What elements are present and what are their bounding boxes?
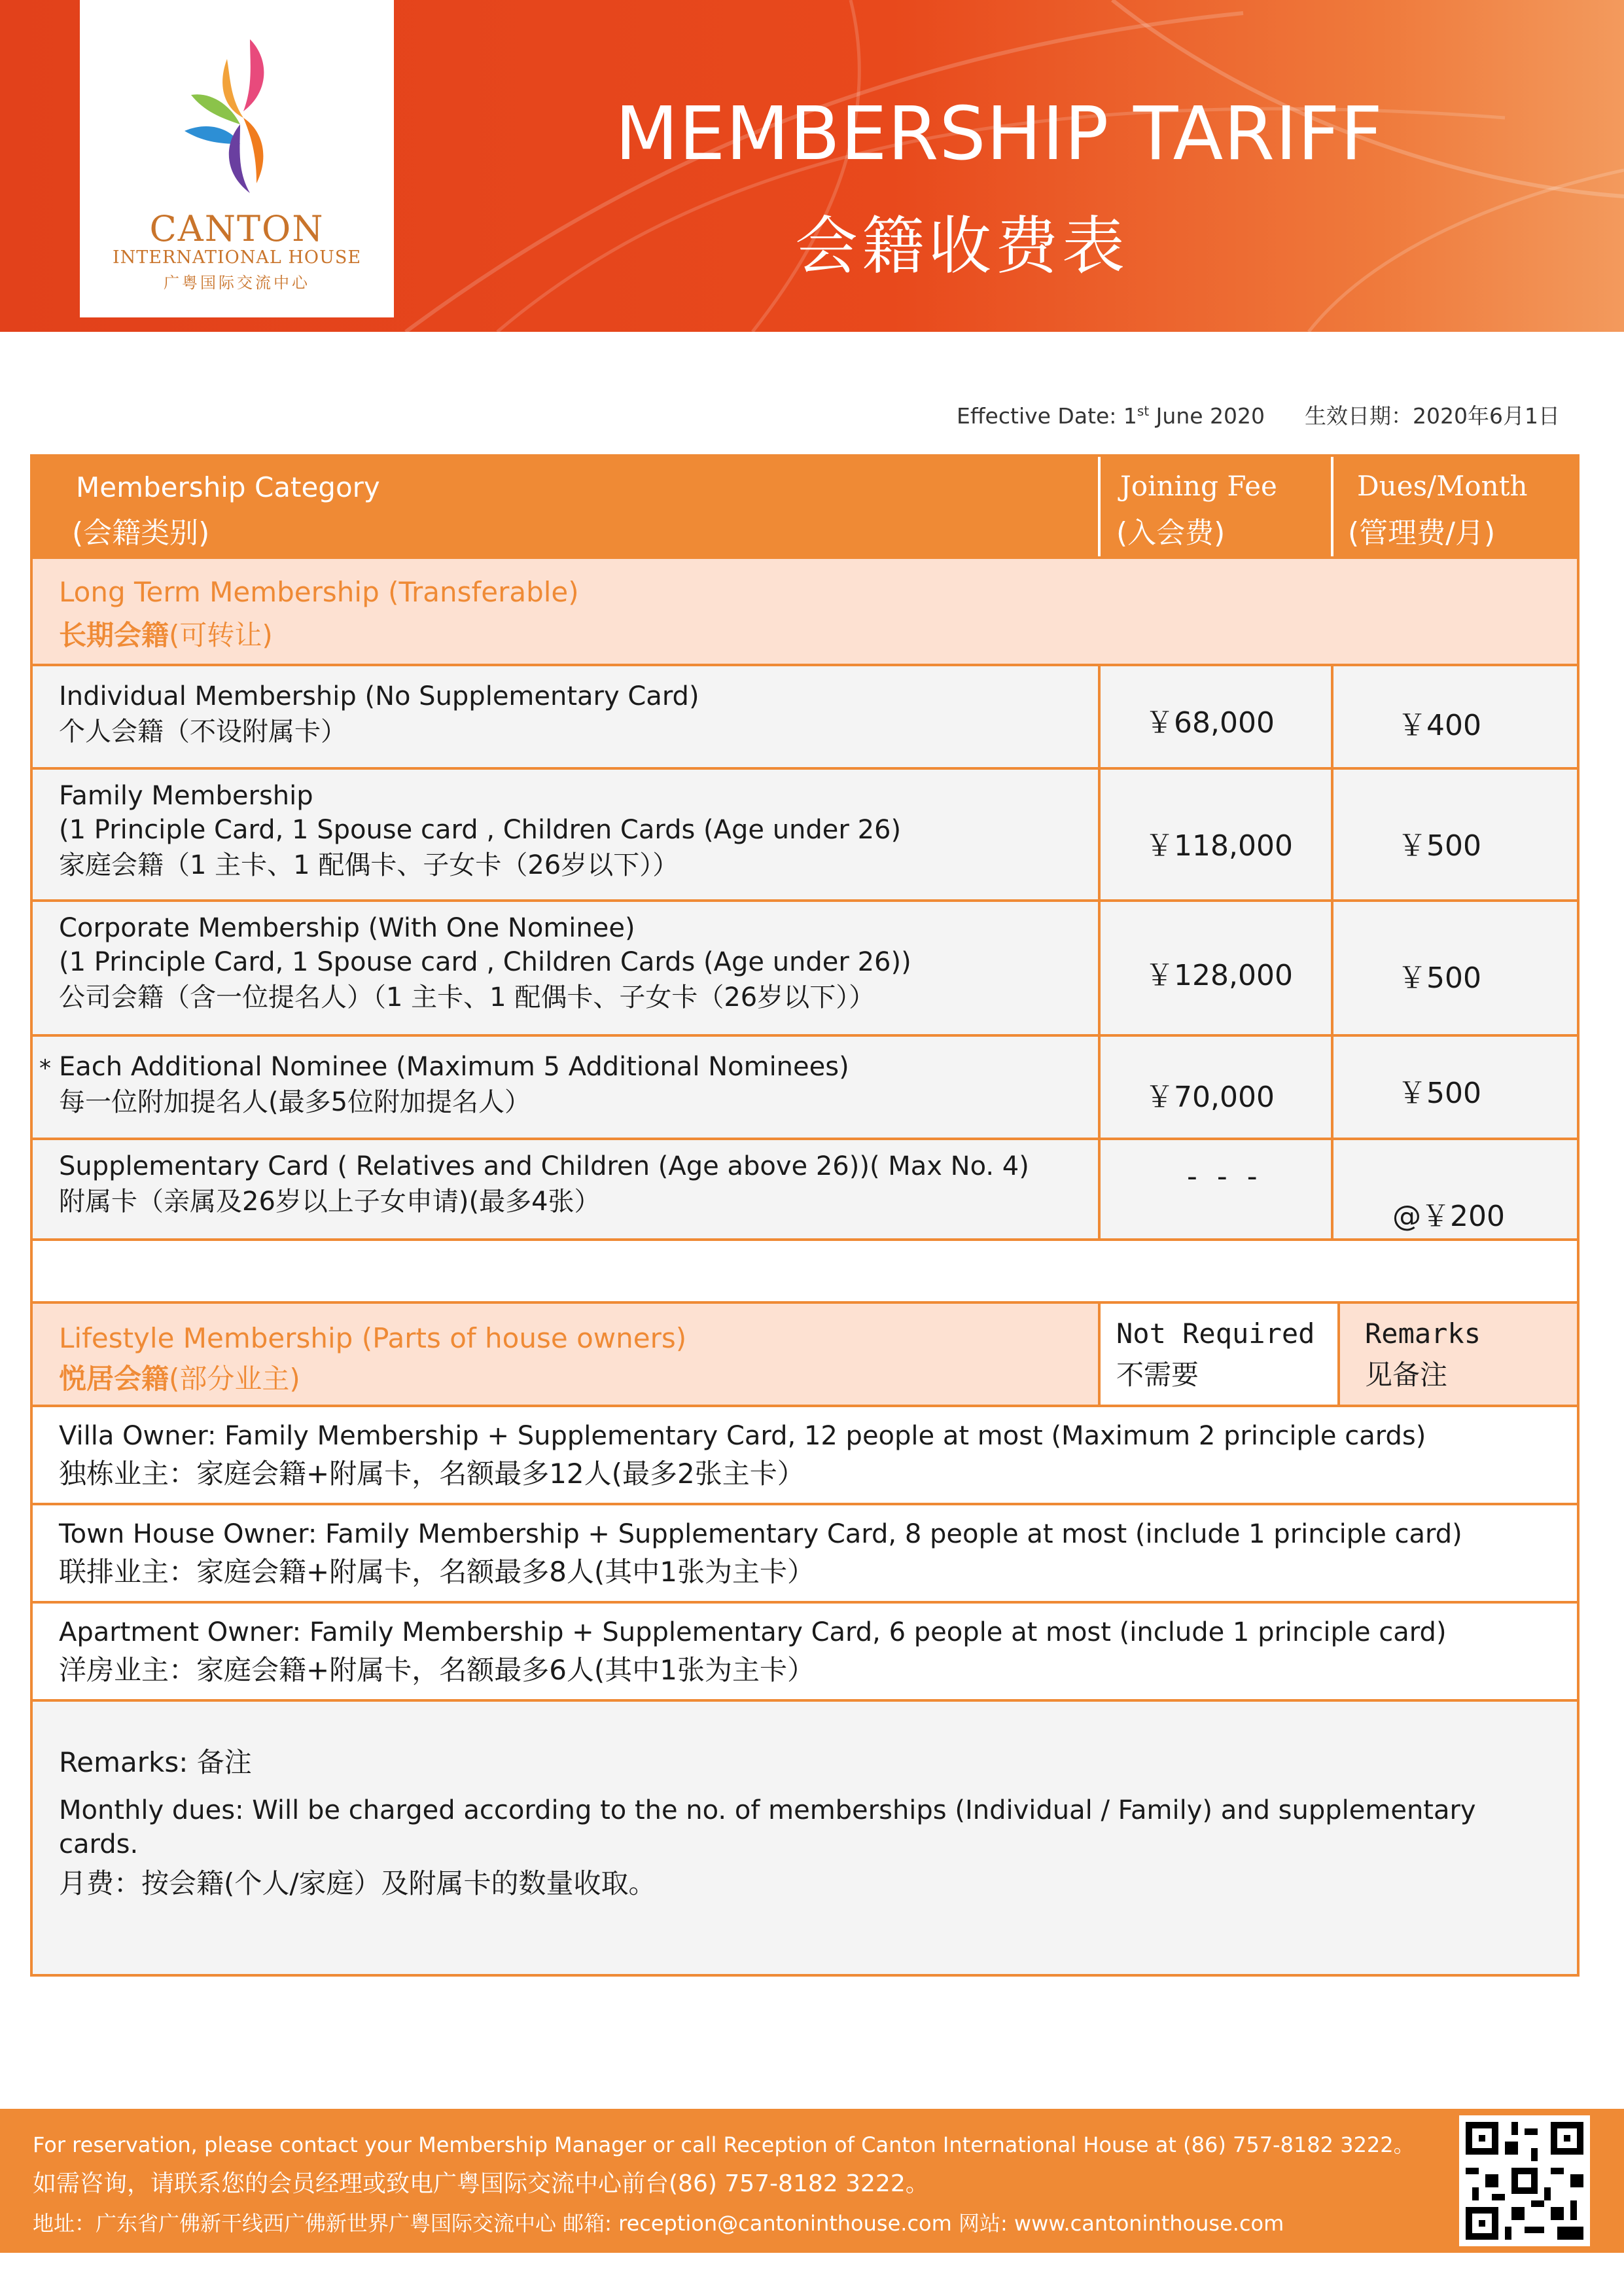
footer-contact-en: For reservation, please contact your Membership Manager or call Reception of Canton International House at (86) 757-8182 3222。 bbox=[33, 2132, 1415, 2157]
remarks-title: Remarks: 备注 bbox=[59, 1746, 252, 1778]
column-divider bbox=[1331, 666, 1333, 767]
joining-fee-value: - - - bbox=[1187, 1160, 1263, 1193]
section-lifestyle-en: Lifestyle Membership (Parts of house owners) bbox=[59, 1322, 687, 1354]
effective-date-chinese: 生效日期：2020年6月1日 bbox=[1305, 403, 1560, 429]
table-row bbox=[33, 1407, 1577, 1503]
dues-value: @￥200 bbox=[1392, 1200, 1505, 1233]
section-lifestyle-note: (部分业主) bbox=[169, 1363, 300, 1395]
not-required-cn: 不需要 bbox=[1116, 1359, 1199, 1391]
effective-date-sup: st bbox=[1137, 403, 1150, 419]
header-joining-cn: (入会费) bbox=[1116, 516, 1226, 550]
section-lifestyle-cn: 悦居会籍 bbox=[59, 1363, 169, 1395]
owner-label-cn: 独栋业主：家庭会籍+附属卡，名额最多12人(最多2张主卡） bbox=[59, 1458, 805, 1490]
section-lifestyle-cn-wrap bbox=[59, 1357, 300, 1397]
owner-label-en: Apartment Owner: Family Membership + Supplementary Card, 6 people at most (include 1 principle card) bbox=[59, 1617, 1447, 1647]
brand-chinese: 广粤国际交流中心 bbox=[164, 274, 310, 292]
effective-date-prefix: Effective Date: 1 bbox=[956, 403, 1137, 429]
footer-contact-cn: 如需咨询，请联系您的会员经理或致电广粤国际交流中心前台(86) 757-8182 3222。 bbox=[33, 2170, 929, 2197]
section-long-term-note: (可转让) bbox=[169, 619, 273, 651]
remarks-text-en: Monthly dues: Will be charged according to the no. of memberships (Individual / Family) and supplementary cards. bbox=[59, 1795, 1476, 1859]
row-label-en: Corporate Membership (With One Nominee) bbox=[59, 913, 635, 943]
header-joining-fee bbox=[1101, 457, 1331, 556]
brand-name: CANTON bbox=[149, 208, 325, 249]
row-label-cn: 附属卡（亲属及26岁以上子女申请)(最多4张） bbox=[59, 1187, 601, 1217]
joining-fee-value: ￥68,000 bbox=[1145, 706, 1275, 740]
header-category bbox=[33, 457, 1098, 556]
page-title-chinese: 会籍收费表 bbox=[795, 209, 1129, 283]
row-label-cn: 每一位附加提名人(最多5位附加提名人） bbox=[59, 1087, 531, 1117]
column-divider bbox=[1098, 666, 1101, 767]
column-divider bbox=[1098, 1304, 1101, 1405]
column-divider bbox=[1331, 1037, 1333, 1138]
column-divider bbox=[1098, 770, 1101, 899]
column-divider bbox=[1098, 1037, 1101, 1138]
row-label-cn: 个人会籍（不设附属卡） bbox=[59, 717, 347, 747]
joining-fee-value: ￥128,000 bbox=[1145, 959, 1293, 992]
page-title: MEMBERSHIP TARIFF bbox=[615, 92, 1383, 177]
row-label-detail: (1 Principle Card, 1 Spouse card , Children Cards (Age under 26)) bbox=[59, 947, 911, 977]
row-label-en: Family Membership bbox=[59, 781, 313, 811]
remarks-cn: 见备注 bbox=[1365, 1359, 1448, 1391]
not-required-cell bbox=[1098, 1304, 1339, 1405]
row-label-cn: 家庭会籍（1 主卡、1 配偶卡、子女卡（26岁以下）） bbox=[59, 850, 679, 880]
column-divider bbox=[1331, 902, 1333, 1034]
remarks-en: Remarks bbox=[1365, 1318, 1481, 1350]
dues-value: ￥400 bbox=[1398, 709, 1481, 742]
row-label-cn: 公司会籍（含一位提名人）（1 主卡、1 配偶卡、子女卡（26岁以下）） bbox=[59, 982, 875, 1013]
header-dues-cn: (管理费/月) bbox=[1348, 516, 1496, 550]
column-divider bbox=[1331, 1140, 1333, 1238]
remarks-text-cn: 月费：按会籍(个人/家庭）及附属卡的数量收取。 bbox=[59, 1867, 656, 1899]
section-lifestyle bbox=[33, 1304, 1577, 1405]
table-header-row bbox=[33, 457, 1577, 556]
owner-label-en: Villa Owner: Family Membership + Supplementary Card, 12 people at most (Maximum 2 principle cards) bbox=[59, 1421, 1426, 1451]
row-label-en: Supplementary Card ( Relatives and Children (Age above 26))( Max No. 4) bbox=[59, 1151, 1029, 1181]
column-divider bbox=[1098, 902, 1101, 1034]
row-label-detail: (1 Principle Card, 1 Spouse card , Children Cards (Age under 26) bbox=[59, 815, 902, 845]
joining-fee-value: ￥70,000 bbox=[1145, 1081, 1275, 1114]
header-joining-en: Joining Fee bbox=[1120, 470, 1277, 502]
owner-label-cn: 联排业主：家庭会籍+附属卡，名额最多8人(其中1张为主卡） bbox=[59, 1556, 815, 1588]
owner-label-en: Town House Owner: Family Membership + Supplementary Card, 8 people at most (include 1 principle card) bbox=[59, 1519, 1462, 1549]
dues-value: ￥500 bbox=[1398, 829, 1481, 863]
remarks-cell bbox=[1340, 1304, 1577, 1405]
table-row bbox=[33, 1505, 1577, 1601]
column-divider bbox=[1331, 770, 1333, 899]
footer-bar bbox=[0, 2109, 1624, 2253]
section-long-term-cn: 长期会籍 bbox=[59, 619, 169, 651]
header-category-cn: (会籍类别) bbox=[72, 516, 210, 550]
header-dues bbox=[1333, 457, 1577, 556]
footnote-star: * bbox=[39, 1055, 51, 1082]
dues-value: ￥500 bbox=[1398, 961, 1481, 995]
footer-address: 地址：广东省广佛新干线西广佛新世界广粤国际交流中心 邮箱: reception@cantoninthouse.com 网站: www.cantoninthouse.com bbox=[33, 2211, 1284, 2236]
header-category-en: Membership Category bbox=[76, 471, 380, 503]
joining-fee-value: ￥118,000 bbox=[1145, 829, 1293, 863]
spacer-row bbox=[33, 1241, 1577, 1301]
owner-label-cn: 洋房业主：家庭会籍+附属卡，名额最多6人(其中1张为主卡） bbox=[59, 1654, 815, 1686]
column-divider bbox=[1098, 1140, 1101, 1238]
dues-value: ￥500 bbox=[1398, 1077, 1481, 1110]
table-row bbox=[33, 666, 1577, 767]
effective-date bbox=[851, 399, 1560, 430]
not-required-en: Not Required bbox=[1116, 1318, 1315, 1350]
row-label-en: Individual Membership (No Supplementary Card) bbox=[59, 681, 699, 711]
header-banner bbox=[0, 0, 1624, 332]
table-row bbox=[33, 770, 1577, 899]
section-long-term-en: Long Term Membership (Transferable) bbox=[59, 576, 579, 608]
qr-code-icon bbox=[1459, 2115, 1590, 2246]
brand-subtitle: INTERNATIONAL HOUSE bbox=[112, 247, 362, 268]
table-row bbox=[33, 1604, 1577, 1699]
row-label-en: Each Additional Nominee (Maximum 5 Additional Nominees) bbox=[59, 1052, 849, 1082]
logo bbox=[80, 0, 394, 317]
table-row bbox=[33, 1140, 1577, 1238]
table-row bbox=[33, 1037, 1577, 1138]
table-row bbox=[33, 902, 1577, 1034]
phoenix-logo-icon bbox=[171, 33, 302, 203]
section-long-term bbox=[33, 559, 1577, 664]
section-long-term-cn-wrap bbox=[59, 614, 273, 653]
header-dues-en: Dues/Month bbox=[1357, 470, 1528, 502]
effective-date-suffix: June 2020 bbox=[1149, 403, 1265, 429]
